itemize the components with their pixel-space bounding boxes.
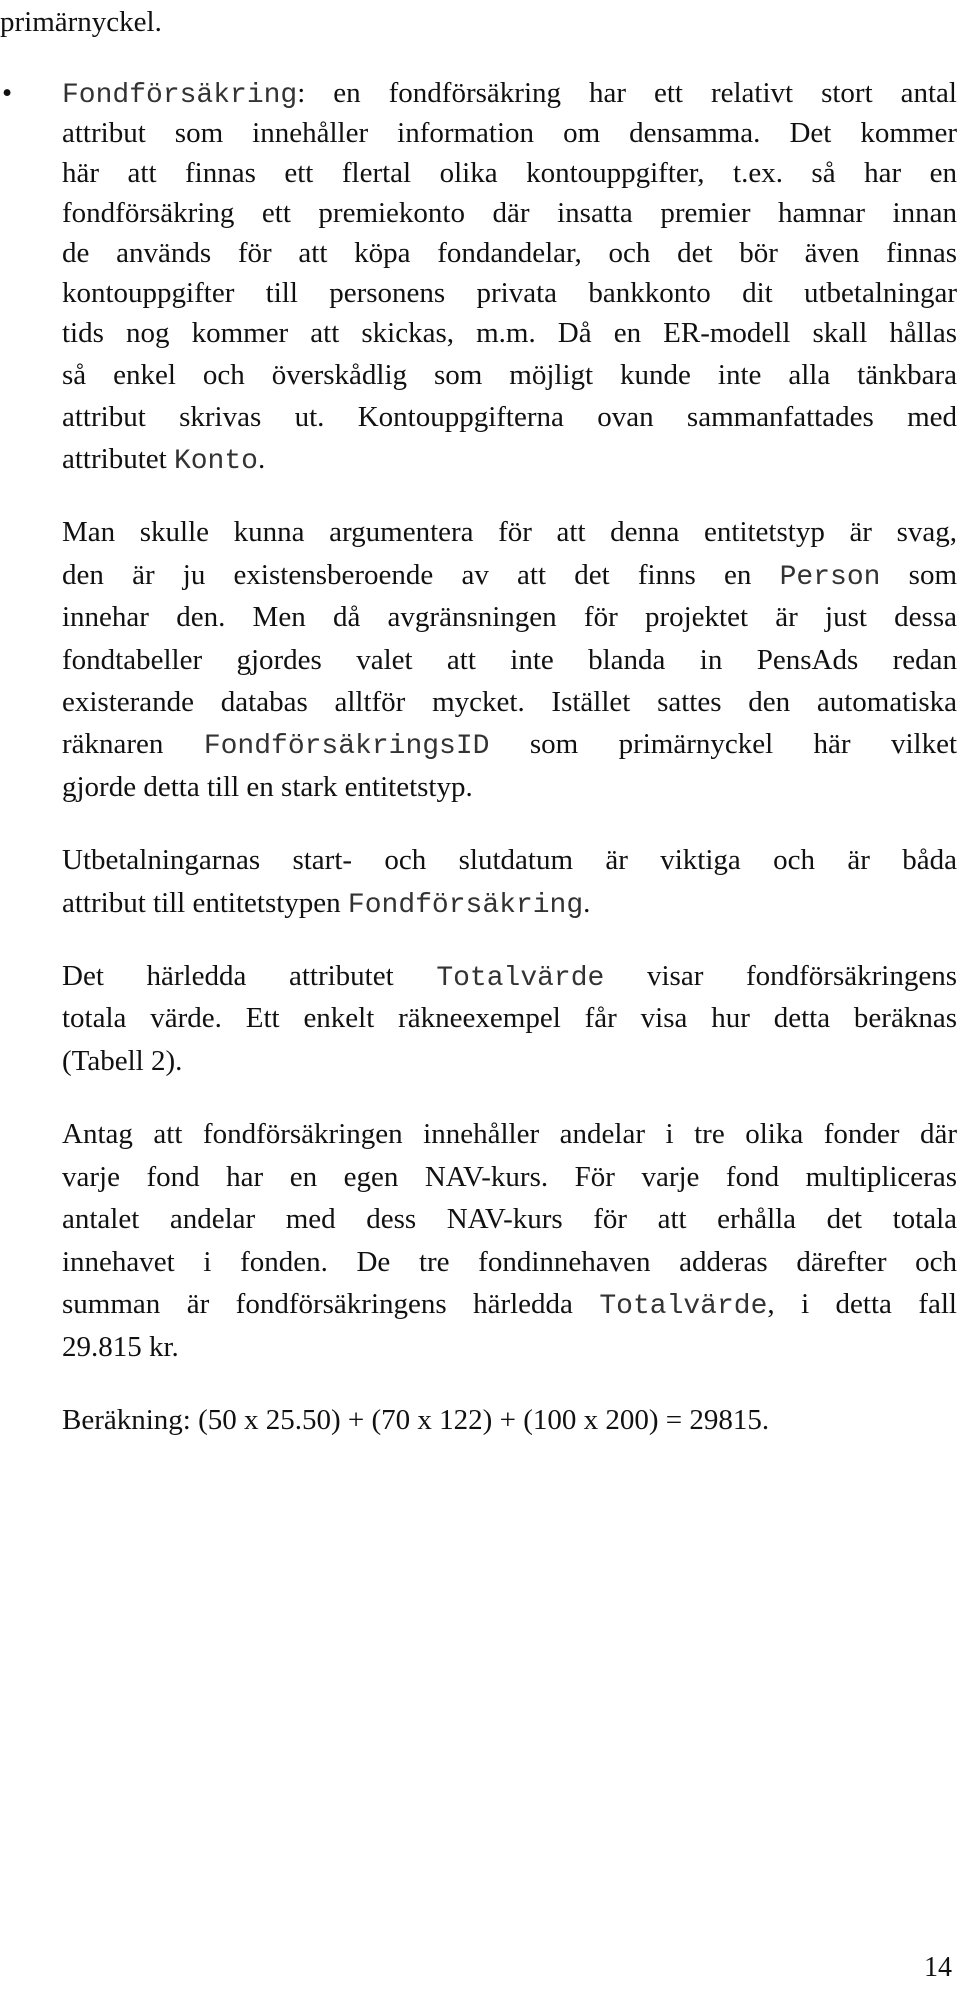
bullet-line-7: tids nog kommer att skickas, m.m. Då en ER-modell skall hållas — [62, 317, 957, 349]
para2-line-3: innehar den. Men då avgränsningen för projektet är just dessa — [62, 601, 957, 633]
para4-line-1 — [62, 956, 957, 999]
text-span: . — [583, 887, 591, 919]
para5-line-2: varje fond har en egen NAV-kurs. För varje fond multipliceras — [62, 1161, 957, 1193]
text-span: visar fondförsäkringens — [604, 960, 957, 992]
text-span: som — [880, 559, 957, 591]
text-span: attribut till entitetstypen — [62, 887, 348, 919]
code-term: FondförsäkringsID — [203, 731, 490, 762]
code-term: Person — [779, 562, 881, 593]
para3-line-1: Utbetalningarnas start- och slutdatum är viktiga och är båda — [62, 844, 957, 876]
para5-line-6: 29.815 kr. — [62, 1331, 179, 1363]
calculation-line: Beräkning: (50 x 25.50) + (70 x 122) + (100 x 200) = 29815. — [62, 1404, 770, 1436]
para4-line-3: (Tabell 2). — [62, 1045, 183, 1077]
text-span: attributet — [62, 443, 174, 475]
page-number: 14 — [924, 1952, 952, 1983]
bullet-line-9: attribut skrivas ut. Kontouppgifterna ovan sammanfattades med — [62, 401, 957, 433]
para5-line-5 — [62, 1284, 957, 1327]
para2-line-4: fondtabeller gjordes valet att inte blanda in PensAds redan — [62, 644, 957, 676]
bullet-line-5: de används för att köpa fondandelar, och det bör även finnas — [62, 237, 957, 269]
code-term: Fondförsäkring — [347, 890, 584, 921]
bullet-line-10 — [62, 439, 957, 482]
text-span: : en fondförsäkring har ett relativt stort antal — [297, 77, 957, 109]
bullet-marker: • — [2, 77, 13, 109]
code-term: Konto — [173, 446, 258, 477]
top-line: primärnyckel. — [0, 6, 162, 38]
bullet-line-8: så enkel och överskådlig som möjligt kunde inte alla tänkbara — [62, 359, 957, 391]
bullet-line-4: fondförsäkring ett premiekonto där insatta premier hamnar innan — [62, 197, 957, 229]
bullet-line-2: attribut som innehåller information om densamma. Det kommer — [62, 117, 957, 149]
code-term: Totalvärde — [436, 963, 605, 994]
para5-line-4: innehavet i fonden. De tre fondinnehaven adderas därefter och — [62, 1246, 957, 1278]
para3-line-2 — [62, 883, 957, 926]
para2-line-1: Man skulle kunna argumentera för att denna entitetstyp är svag, — [62, 516, 957, 548]
code-term: Fondförsäkring — [62, 80, 298, 111]
text-span: den är ju existensberoende av att det finns en — [62, 559, 780, 591]
text-span: summan är fondförsäkringens härledda — [62, 1288, 600, 1320]
para2-line-6 — [62, 724, 957, 767]
para4-line-2: totala värde. Ett enkelt räkneexempel får visa hur detta beräknas — [62, 1002, 957, 1034]
para2-line-2 — [62, 555, 957, 598]
para2-line-7: gjorde detta till en stark entitetstyp. — [62, 771, 473, 803]
bullet-line-1 — [62, 73, 957, 116]
bullet-line-3: här att finnas ett flertal olika kontouppgifter, t.ex. så har en — [62, 157, 957, 189]
text-span: räknaren — [62, 728, 204, 760]
para2-line-5: existerande databas alltför mycket. Istället sattes den automatiska — [62, 686, 957, 718]
text-span: . — [257, 443, 266, 475]
para5-line-1: Antag att fondförsäkringen innehåller andelar i tre olika fonder där — [62, 1118, 957, 1150]
para5-line-3: antalet andelar med dess NAV-kurs för att erhålla det totala — [62, 1203, 957, 1235]
bullet-line-6: kontouppgifter till personens privata bankkonto dit utbetalningar — [62, 277, 957, 309]
text-span: Det härledda attributet — [62, 960, 437, 992]
text-span: , i detta fall — [767, 1288, 957, 1320]
text-span: som primärnyckel här vilket — [489, 728, 957, 760]
code-term: Totalvärde — [599, 1291, 768, 1322]
